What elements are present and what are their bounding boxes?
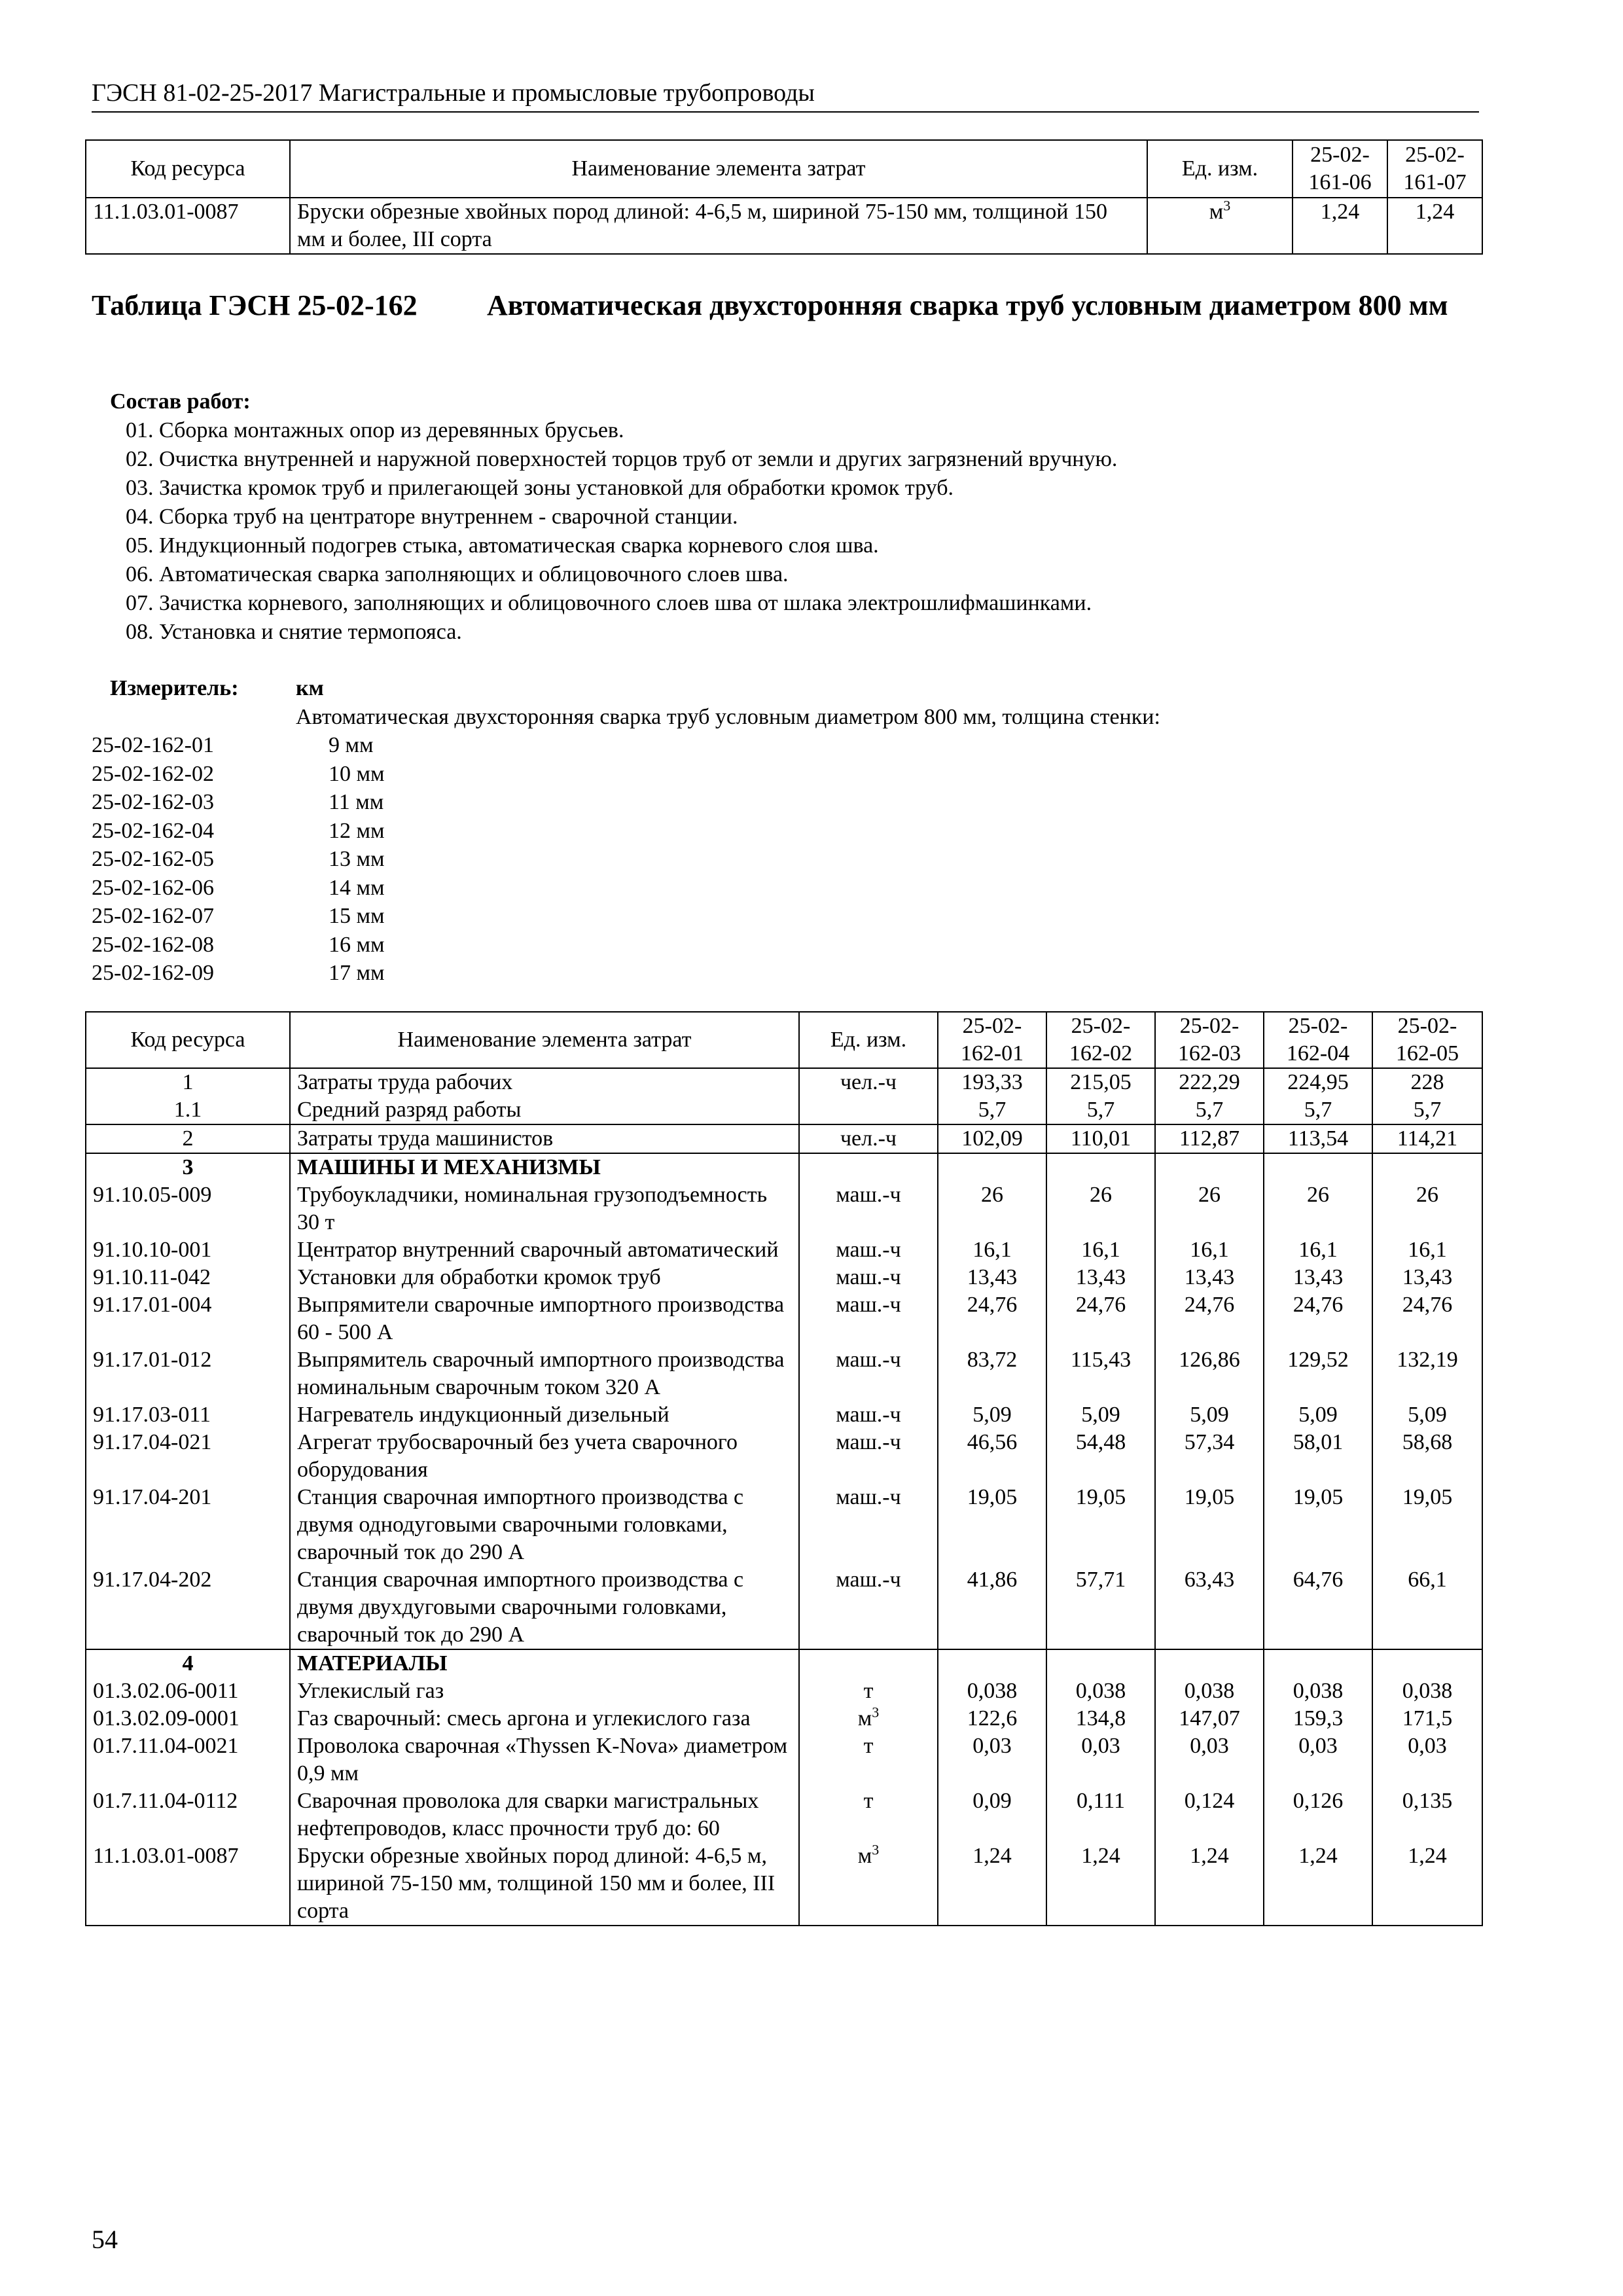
norm-value: 0,038	[1372, 1677, 1482, 1705]
unit-text: маш.-ч	[836, 1265, 901, 1289]
col-header-norm: 25-02-162-04	[1264, 1012, 1372, 1068]
meter-value: 10 мм	[329, 761, 385, 786]
norm-value: 19,05	[1264, 1484, 1372, 1566]
norm-value: 19,05	[1372, 1484, 1482, 1566]
resource-name: Станция сварочная импортного производства с двумя двухдуговыми сварочными головками, сварочный ток до 290 А	[290, 1566, 799, 1649]
resource-name: Сварочная проволока для сварки магистральных нефтепроводов, класс прочности труб до: 60	[290, 1787, 799, 1842]
work-item: 08. Установка и снятие термопояса.	[126, 620, 462, 644]
resource-unit	[799, 1842, 938, 1926]
norm-value: 13,43	[938, 1264, 1046, 1291]
resource-unit	[799, 1068, 938, 1096]
norm-value: 1,24	[1155, 1842, 1264, 1926]
norm-value: 24,76	[1372, 1291, 1482, 1346]
norm-value: 5,7	[938, 1096, 1046, 1124]
norm-value: 58,68	[1372, 1429, 1482, 1484]
table-title: Автоматическая двухсторонняя сварка труб условным диаметром 800 мм	[487, 289, 1448, 321]
work-composition-label: Состав работ:	[110, 389, 251, 414]
resource-name: Агрегат трубосварочный без учета сварочного оборудования	[290, 1429, 799, 1484]
norm-value: 57,71	[1046, 1566, 1155, 1649]
meter-code: 25-02-162-05	[92, 847, 214, 871]
norm-value: 0,124	[1155, 1787, 1264, 1842]
norm-value: 122,6	[938, 1705, 1046, 1732]
norm-value	[1372, 1649, 1482, 1677]
meter-value: 12 мм	[329, 818, 385, 843]
table-row	[86, 198, 1482, 254]
unit-text: маш.-ч	[836, 1183, 901, 1207]
resource-code: 01.7.11.04-0112	[86, 1787, 290, 1842]
meter-code: 25-02-162-08	[92, 932, 214, 957]
norm-value: 16,1	[1155, 1236, 1264, 1264]
work-item: 02. Очистка внутренней и наружной поверхностей торцов труб от земли и других загрязнений вручную.	[126, 447, 1118, 471]
norm-value: 1,24	[1264, 1842, 1372, 1926]
resource-unit	[799, 1484, 938, 1566]
resource-code: 91.17.03-011	[86, 1401, 290, 1429]
resource-name: Затраты труда машинистов	[290, 1124, 799, 1153]
meter-code: 25-02-162-01	[92, 733, 214, 757]
unit-exponent: 3	[1223, 197, 1231, 214]
table-row	[86, 1429, 1482, 1484]
norm-value: 64,76	[1264, 1566, 1372, 1649]
table-row	[86, 1787, 1482, 1842]
norm-value	[938, 1153, 1046, 1181]
resource-code: 91.10.10-001	[86, 1236, 290, 1264]
resource-name: Затраты труда рабочих	[290, 1068, 799, 1096]
col-header-norm: 25-02-161-06	[1293, 140, 1387, 198]
norm-value	[1155, 1153, 1264, 1181]
resource-unit	[799, 1429, 938, 1484]
norm-value: 16,1	[938, 1236, 1046, 1264]
norm-value: 147,07	[1155, 1705, 1264, 1732]
col-header-norm: 25-02-162-05	[1372, 1012, 1482, 1068]
norm-value: 134,8	[1046, 1705, 1155, 1732]
col-header-code: Код ресурса	[86, 140, 290, 198]
col-header-code: Код ресурса	[86, 1012, 290, 1068]
work-item: 04. Сборка труб на центраторе внутреннем - сварочной станции.	[126, 505, 738, 529]
table-group-row	[86, 1068, 1482, 1096]
norm-value: 24,76	[1264, 1291, 1372, 1346]
unit-text: чел.-ч	[840, 1070, 897, 1094]
resource-unit	[799, 1649, 938, 1677]
norm-value	[1046, 1649, 1155, 1677]
resource-code: 01.3.02.09-0001	[86, 1705, 290, 1732]
unit-text: чел.-ч	[840, 1126, 897, 1151]
norm-value: 24,76	[938, 1291, 1046, 1346]
resource-unit	[1147, 198, 1293, 254]
running-header: ГЭСН 81-02-25-2017 Магистральные и промысловые трубопроводы	[92, 77, 1479, 113]
norm-value: 26	[1046, 1181, 1155, 1236]
resource-name: Бруски обрезные хвойных пород длиной: 4-6,5 м, шириной 75-150 мм, толщиной 150 мм и более, III сорта	[290, 198, 1147, 254]
norm-value: 222,29	[1155, 1068, 1264, 1096]
table-header-row	[86, 1012, 1482, 1068]
unit-text: маш.-ч	[836, 1568, 901, 1592]
resource-unit	[799, 1236, 938, 1264]
resource-unit	[799, 1677, 938, 1705]
norm-value: 41,86	[938, 1566, 1046, 1649]
work-item: 05. Индукционный подогрев стыка, автоматическая сварка корневого слоя шва.	[126, 533, 879, 558]
norm-value: 5,09	[1046, 1401, 1155, 1429]
resource-unit	[799, 1096, 938, 1124]
table-row	[86, 1346, 1482, 1401]
norm-value: 215,05	[1046, 1068, 1155, 1096]
work-composition	[110, 387, 1117, 647]
col-header-unit: Ед. изм.	[799, 1012, 938, 1068]
norm-value: 46,56	[938, 1429, 1046, 1484]
unit-text: м	[857, 1706, 872, 1731]
norm-value: 132,19	[1372, 1346, 1482, 1401]
table-row	[86, 1732, 1482, 1787]
norm-value: 19,05	[1046, 1484, 1155, 1566]
resource-code: 11.1.03.01-0087	[86, 198, 290, 254]
norm-value: 5,7	[1372, 1096, 1482, 1124]
work-item: 07. Зачистка корневого, заполняющих и облицовочного слоев шва от шлака электрошлифмашинками.	[126, 591, 1092, 615]
resource-name: Трубоукладчики, номинальная грузоподъемность 30 т	[290, 1181, 799, 1236]
norm-value: 0,03	[1264, 1732, 1372, 1787]
table-row	[86, 1677, 1482, 1705]
norm-value: 0,038	[1264, 1677, 1372, 1705]
unit-text: т	[863, 1679, 874, 1703]
resource-code: 91.17.04-201	[86, 1484, 290, 1566]
norm-value: 0,03	[1155, 1732, 1264, 1787]
resource-code: 91.10.05-009	[86, 1181, 290, 1236]
unit-text: маш.-ч	[836, 1293, 901, 1317]
norm-value: 0,135	[1372, 1787, 1482, 1842]
col-header-name: Наименование элемента затрат	[290, 140, 1147, 198]
resource-name: Газ сварочный: смесь аргона и углекислого газа	[290, 1705, 799, 1732]
resource-unit	[799, 1705, 938, 1732]
norm-value: 5,7	[1046, 1096, 1155, 1124]
norm-value: 26	[1372, 1181, 1482, 1236]
norm-value	[938, 1649, 1046, 1677]
norm-value: 1,24	[1046, 1842, 1155, 1926]
norm-value: 159,3	[1264, 1705, 1372, 1732]
norm-value: 126,86	[1155, 1346, 1264, 1401]
col-header-norm: 25-02-162-01	[938, 1012, 1046, 1068]
table-row	[86, 1181, 1482, 1236]
table-row	[86, 1236, 1482, 1264]
resource-code: 01.7.11.04-0021	[86, 1732, 290, 1787]
unit-text: маш.-ч	[836, 1238, 901, 1262]
unit-text: м	[1209, 200, 1224, 224]
norm-value: 13,43	[1372, 1264, 1482, 1291]
resource-name: Углекислый газ	[290, 1677, 799, 1705]
norm-value: 16,1	[1372, 1236, 1482, 1264]
norm-value: 26	[1264, 1181, 1372, 1236]
meter-code: 25-02-162-02	[92, 761, 214, 786]
norm-value: 110,01	[1046, 1124, 1155, 1153]
norm-value	[1155, 1649, 1264, 1677]
resource-code: 11.1.03.01-0087	[86, 1842, 290, 1926]
resource-code: 2	[86, 1124, 290, 1153]
norm-value: 112,87	[1155, 1124, 1264, 1153]
norm-value: 5,09	[1264, 1401, 1372, 1429]
work-item: 03. Зачистка кромок труб и прилегающей зоны установкой для обработки кромок труб.	[126, 476, 954, 500]
col-header-norm: 25-02-162-02	[1046, 1012, 1155, 1068]
norm-value: 1,24	[1372, 1842, 1482, 1926]
norm-value: 19,05	[938, 1484, 1046, 1566]
unit-text: т	[863, 1789, 874, 1813]
unit-exponent: 3	[872, 1841, 880, 1858]
norm-value: 1,24	[938, 1842, 1046, 1926]
resource-code: 1.1	[86, 1096, 290, 1124]
norm-value: 0,03	[1372, 1732, 1482, 1787]
unit-text: маш.-ч	[836, 1403, 901, 1427]
norm-value: 5,7	[1264, 1096, 1372, 1124]
work-item: 06. Автоматическая сварка заполняющих и облицовочного слоев шва.	[126, 562, 789, 586]
norm-value: 0,03	[938, 1732, 1046, 1787]
norm-value: 0,03	[1046, 1732, 1155, 1787]
table-row	[86, 1484, 1482, 1566]
norm-value: 63,43	[1155, 1566, 1264, 1649]
norm-value: 129,52	[1264, 1346, 1372, 1401]
resource-unit	[799, 1264, 938, 1291]
norm-value: 19,05	[1155, 1484, 1264, 1566]
norm-value: 83,72	[938, 1346, 1046, 1401]
meter-unit: км	[296, 676, 324, 700]
work-item: 01. Сборка монтажных опор из деревянных брусьев.	[126, 418, 624, 442]
meter-code: 25-02-162-07	[92, 904, 214, 928]
norm-value: 1,24	[1387, 198, 1482, 254]
norm-value: 115,43	[1046, 1346, 1155, 1401]
norm-value: 0,09	[938, 1787, 1046, 1842]
resource-name: Установки для обработки кромок труб	[290, 1264, 799, 1291]
norm-value: 193,33	[938, 1068, 1046, 1096]
norm-value: 0,126	[1264, 1787, 1372, 1842]
norm-value	[1264, 1153, 1372, 1181]
table-row	[86, 1291, 1482, 1346]
col-header-unit: Ед. изм.	[1147, 140, 1293, 198]
unit-exponent: 3	[872, 1704, 880, 1721]
resource-unit	[799, 1153, 938, 1181]
resource-name: Нагреватель индукционный дизельный	[290, 1401, 799, 1429]
norm-value: 0,111	[1046, 1787, 1155, 1842]
norm-value: 102,09	[938, 1124, 1046, 1153]
resource-unit	[799, 1787, 938, 1842]
norm-value: 113,54	[1264, 1124, 1372, 1153]
norm-value: 5,7	[1155, 1096, 1264, 1124]
meter-code: 25-02-162-09	[92, 961, 214, 985]
resource-name: МАШИНЫ И МЕХАНИЗМЫ	[290, 1153, 799, 1181]
unit-text: маш.-ч	[836, 1348, 901, 1372]
resource-name: МАТЕРИАЛЫ	[290, 1649, 799, 1677]
norm-value	[1264, 1649, 1372, 1677]
norm-value: 24,76	[1046, 1291, 1155, 1346]
resource-table-body	[86, 1068, 1482, 1926]
table-row	[86, 1401, 1482, 1429]
meter-code: 25-02-162-06	[92, 875, 214, 900]
norm-value: 13,43	[1155, 1264, 1264, 1291]
meter-value: 11 мм	[329, 790, 384, 814]
table-group-row	[86, 1124, 1482, 1153]
norm-value: 13,43	[1264, 1264, 1372, 1291]
resource-code: 1	[86, 1068, 290, 1096]
norm-value: 5,09	[1155, 1401, 1264, 1429]
table-row	[86, 1705, 1482, 1732]
unit-text: маш.-ч	[836, 1485, 901, 1509]
norm-value: 16,1	[1264, 1236, 1372, 1264]
norm-value: 114,21	[1372, 1124, 1482, 1153]
norm-value: 66,1	[1372, 1566, 1482, 1649]
meter-value: 16 мм	[329, 932, 385, 957]
norm-value: 0,038	[1155, 1677, 1264, 1705]
resource-name: Станция сварочная импортного производства с двумя однодуговыми сварочными головками, сварочный ток до 290 А	[290, 1484, 799, 1566]
table-header-row	[86, 140, 1482, 198]
resource-unit	[799, 1566, 938, 1649]
resource-unit	[799, 1181, 938, 1236]
meter-value: 17 мм	[329, 961, 385, 985]
meter-label: Измеритель:	[110, 676, 239, 700]
norm-value: 16,1	[1046, 1236, 1155, 1264]
resource-name: Центратор внутренний сварочный автоматический	[290, 1236, 799, 1264]
resource-name: Проволока сварочная «Thyssen K-Nova» диаметром 0,9 мм	[290, 1732, 799, 1787]
unit-text: т	[863, 1734, 874, 1758]
resource-unit	[799, 1291, 938, 1346]
norm-value: 26	[938, 1181, 1046, 1236]
norm-value: 224,95	[1264, 1068, 1372, 1096]
norm-value: 58,01	[1264, 1429, 1372, 1484]
norm-value: 26	[1155, 1181, 1264, 1236]
norm-value: 0,038	[938, 1677, 1046, 1705]
resource-name: Средний разряд работы	[290, 1096, 799, 1124]
resource-name: Выпрямители сварочные импортного производства 60 - 500 А	[290, 1291, 799, 1346]
page-number: 54	[92, 2225, 118, 2254]
resource-unit	[799, 1401, 938, 1429]
resource-code: 91.17.01-004	[86, 1291, 290, 1346]
table-row	[86, 1096, 1482, 1124]
unit-text: м	[857, 1844, 872, 1868]
norm-value: 228	[1372, 1068, 1482, 1096]
norm-value: 5,09	[1372, 1401, 1482, 1429]
meter-value: 9 мм	[329, 733, 374, 757]
table-row	[86, 1842, 1482, 1926]
col-header-name: Наименование элемента затрат	[290, 1012, 799, 1068]
table-row	[86, 1566, 1482, 1649]
unit-text: маш.-ч	[836, 1430, 901, 1454]
resource-code: 91.10.11-042	[86, 1264, 290, 1291]
norm-value: 171,5	[1372, 1705, 1482, 1732]
resource-code: 3	[86, 1153, 290, 1181]
norm-value	[1046, 1153, 1155, 1181]
norm-value	[1372, 1153, 1482, 1181]
continuation-table	[85, 139, 1483, 255]
meter-code: 25-02-162-04	[92, 818, 214, 843]
resource-code: 91.17.04-021	[86, 1429, 290, 1484]
table-group-row	[86, 1649, 1482, 1677]
table-number: Таблица ГЭСН 25-02-162	[92, 289, 418, 321]
col-header-norm: 25-02-162-03	[1155, 1012, 1264, 1068]
resource-unit	[799, 1124, 938, 1153]
resource-table	[85, 1011, 1483, 1926]
resource-code: 01.3.02.06-0011	[86, 1677, 290, 1705]
table-group-row	[86, 1153, 1482, 1181]
norm-value: 1,24	[1293, 198, 1387, 254]
resource-unit	[799, 1732, 938, 1787]
meter-description: Автоматическая двухсторонняя сварка труб условным диаметром 800 мм, толщина стенки:	[296, 704, 1160, 729]
col-header-norm: 25-02-161-07	[1387, 140, 1482, 198]
norm-value: 57,34	[1155, 1429, 1264, 1484]
resource-name: Выпрямитель сварочный импортного производства номинальным сварочным током 320 А	[290, 1346, 799, 1401]
resource-code: 91.17.04-202	[86, 1566, 290, 1649]
table-row	[86, 1264, 1482, 1291]
norm-value: 5,09	[938, 1401, 1046, 1429]
resource-name: Бруски обрезные хвойных пород длиной: 4-6,5 м, шириной 75-150 мм, толщиной 150 мм и более, III сорта	[290, 1842, 799, 1926]
resource-unit	[799, 1346, 938, 1401]
resource-code: 91.17.01-012	[86, 1346, 290, 1401]
meter-code: 25-02-162-03	[92, 790, 214, 814]
meter-value: 14 мм	[329, 875, 385, 900]
norm-value: 24,76	[1155, 1291, 1264, 1346]
norm-value: 0,038	[1046, 1677, 1155, 1705]
meter-value: 13 мм	[329, 847, 385, 871]
norm-value: 13,43	[1046, 1264, 1155, 1291]
norm-value: 54,48	[1046, 1429, 1155, 1484]
resource-code: 4	[86, 1649, 290, 1677]
meter-value: 15 мм	[329, 904, 385, 928]
